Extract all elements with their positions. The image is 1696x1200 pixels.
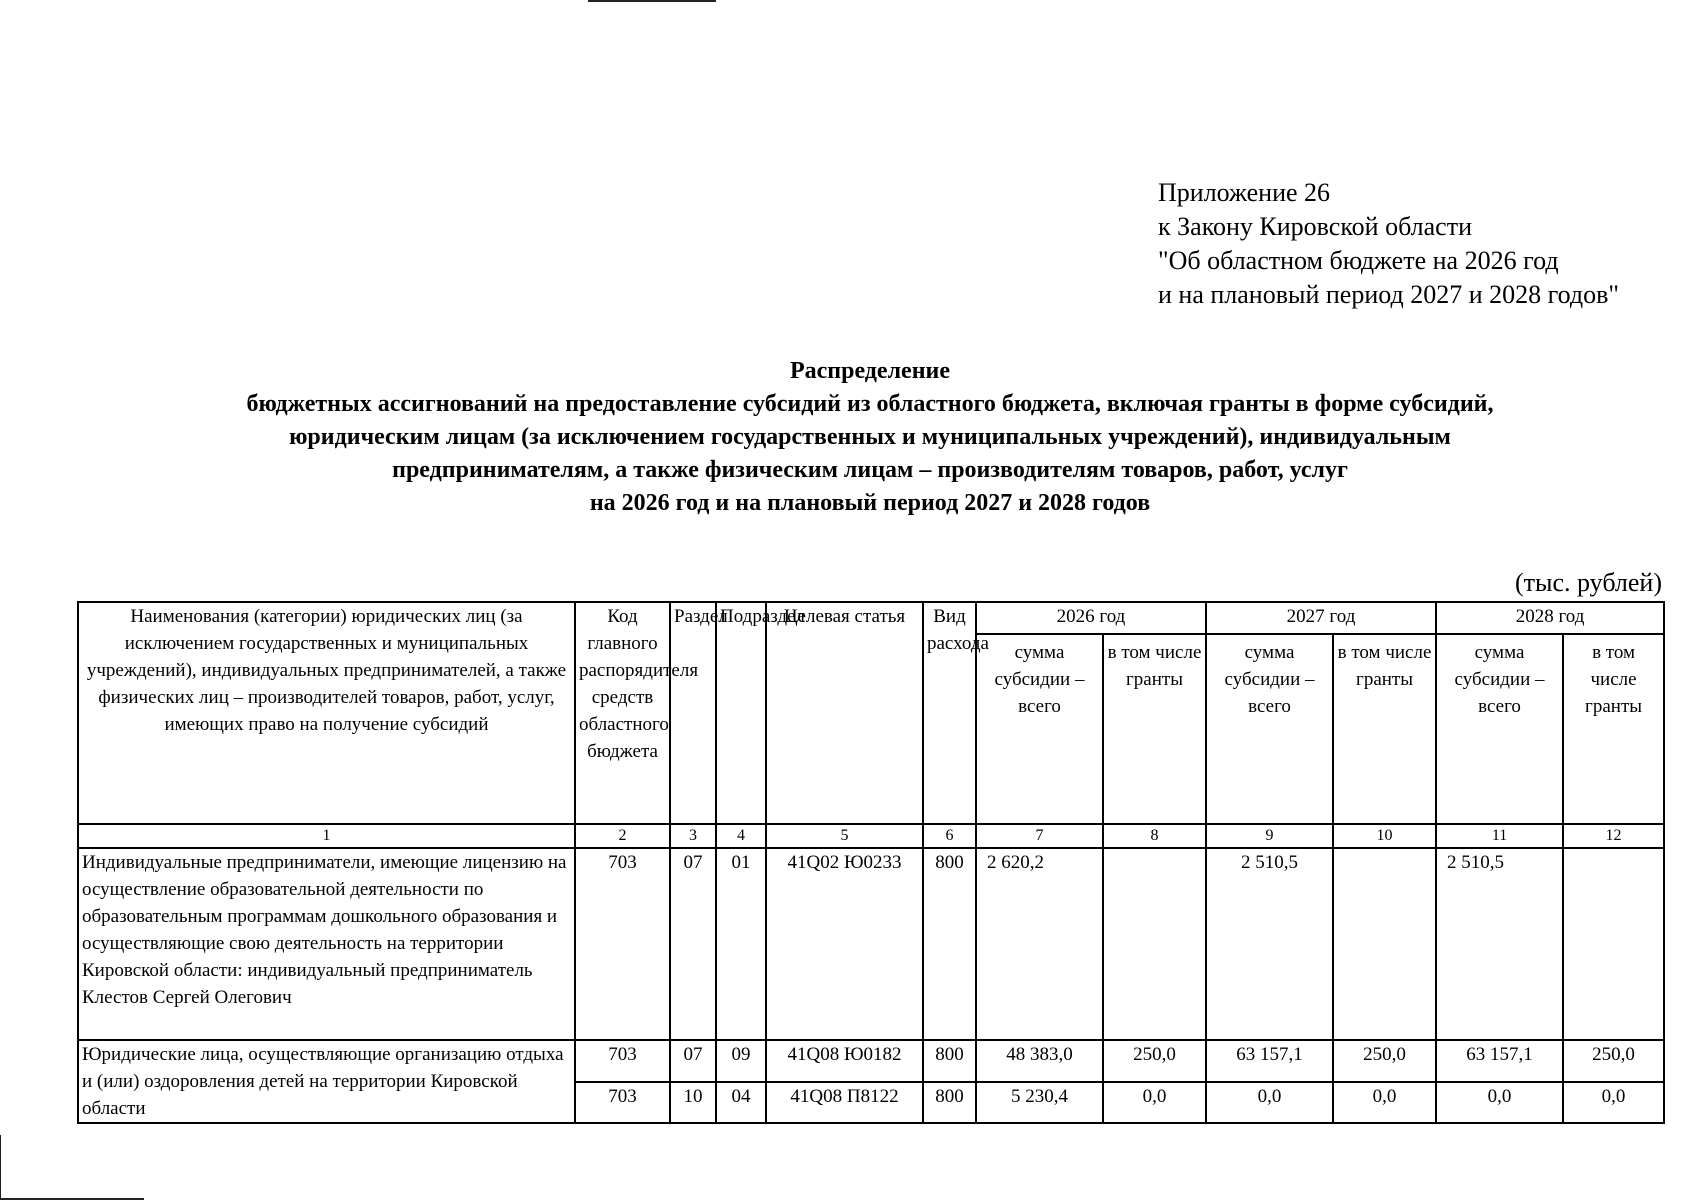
appendix-line: Приложение 26 bbox=[1158, 178, 1331, 207]
row-sum-2028: 2 510,5 bbox=[1436, 848, 1563, 1040]
document-title bbox=[0, 355, 1696, 520]
units-label: (тыс. рублей) bbox=[1514, 568, 1662, 597]
row-target: 41Q02 Ю0233 bbox=[766, 848, 923, 1040]
column-number: 7 bbox=[976, 824, 1103, 848]
column-number: 8 bbox=[1103, 824, 1206, 848]
header-grants-2027: в том числе гранты bbox=[1333, 634, 1436, 824]
column-number-row bbox=[78, 824, 1664, 848]
row-sum-2027: 0,0 bbox=[1206, 1082, 1333, 1124]
row-name: Индивидуальные предприниматели, имеющие лицензию на осуществление образовательной деятельности по образовательным программам дошкольного образования и осуществляющие свою деятельность на территории Кировской области: индивидуальный предприниматель Клестов Сергей Олегович bbox=[78, 848, 575, 1040]
header-section: Раздел bbox=[670, 602, 716, 824]
title-line: предпринимателям, а также физическим лицам – производителям товаров, работ, услуг bbox=[392, 457, 1348, 483]
title-line: Распределение bbox=[789, 358, 951, 384]
row-grants-2028 bbox=[1563, 848, 1664, 1040]
row-section: 07 bbox=[670, 848, 716, 1040]
row-grants-2026: 250,0 bbox=[1103, 1040, 1206, 1082]
row-subsection: 04 bbox=[716, 1082, 766, 1124]
column-number: 4 bbox=[716, 824, 766, 848]
table-row bbox=[78, 848, 1664, 1040]
appendix-line: "Об областном бюджете на 2026 год bbox=[1158, 246, 1559, 275]
column-number: 2 bbox=[575, 824, 670, 848]
header-grants-2028: в том числе гранты bbox=[1563, 634, 1664, 824]
row-subsection: 09 bbox=[716, 1040, 766, 1082]
row-code: 703 bbox=[575, 1082, 670, 1124]
header-year-2027: 2027 год bbox=[1206, 602, 1436, 634]
column-number: 3 bbox=[670, 824, 716, 848]
header-name: Наименования (категории) юридических лиц (за исключением государственных и муниципальных учреждений), индивидуальных предпринимателей, а также физических лиц – производителей товаров, работ, услуг, имеющих право на получение субсидий bbox=[78, 602, 575, 824]
row-sum-2026: 5 230,4 bbox=[976, 1082, 1103, 1124]
appendix-header bbox=[1158, 176, 1619, 312]
row-sum-2028: 0,0 bbox=[1436, 1082, 1563, 1124]
row-name: Юридические лица, осуществляющие организацию отдыха и (или) оздоровления детей на территории Кировской области bbox=[78, 1040, 575, 1123]
row-target: 41Q08 Ю0182 bbox=[766, 1040, 923, 1082]
header-sum-2027: сумма субсидии – всего bbox=[1206, 634, 1333, 824]
row-grants-2026: 0,0 bbox=[1103, 1082, 1206, 1124]
row-section: 10 bbox=[670, 1082, 716, 1124]
row-subsection: 01 bbox=[716, 848, 766, 1040]
column-number: 12 bbox=[1563, 824, 1664, 848]
column-number: 10 bbox=[1333, 824, 1436, 848]
row-sum-2027: 2 510,5 bbox=[1206, 848, 1333, 1040]
budget-table bbox=[77, 601, 1665, 1124]
row-sum-2026: 2 620,2 bbox=[976, 848, 1103, 1040]
row-code: 703 bbox=[575, 848, 670, 1040]
table-header-row bbox=[78, 602, 1664, 634]
header-grants-2026: в том числе гранты bbox=[1103, 634, 1206, 824]
appendix-line: к Закону Кировской области bbox=[1158, 212, 1472, 241]
header-subsection: Подраздел bbox=[716, 602, 766, 824]
column-number: 11 bbox=[1436, 824, 1563, 848]
header-code: Код главного распорядителя средств областного бюджета bbox=[575, 602, 670, 824]
row-sum-2027: 63 157,1 bbox=[1206, 1040, 1333, 1082]
table-row bbox=[78, 1040, 1664, 1082]
row-grants-2027: 0,0 bbox=[1333, 1082, 1436, 1124]
header-sum-2028: сумма субсидии – всего bbox=[1436, 634, 1563, 824]
row-grants-2026 bbox=[1103, 848, 1206, 1040]
column-number: 1 bbox=[78, 824, 575, 848]
row-grants-2027: 250,0 bbox=[1333, 1040, 1436, 1082]
scan-edge-mark bbox=[0, 1135, 1, 1200]
row-sum-2028: 63 157,1 bbox=[1436, 1040, 1563, 1082]
row-code: 703 bbox=[575, 1040, 670, 1082]
column-number: 9 bbox=[1206, 824, 1333, 848]
header-target: Целевая статья bbox=[766, 602, 923, 824]
row-grants-2027 bbox=[1333, 848, 1436, 1040]
row-sum-2026: 48 383,0 bbox=[976, 1040, 1103, 1082]
header-year-2028: 2028 год bbox=[1436, 602, 1664, 634]
row-section: 07 bbox=[670, 1040, 716, 1082]
row-target: 41Q08 П8122 bbox=[766, 1082, 923, 1124]
row-expense-type: 800 bbox=[923, 1082, 976, 1124]
scan-edge-mark bbox=[588, 0, 716, 2]
header-sum-2026: сумма субсидии – всего bbox=[976, 634, 1103, 824]
title-line: на 2026 год и на плановый период 2027 и 2028 годов bbox=[589, 490, 1151, 516]
column-number: 6 bbox=[923, 824, 976, 848]
row-grants-2028: 250,0 bbox=[1563, 1040, 1664, 1082]
title-line: бюджетных ассигнований на предоставление субсидий из областного бюджета, включая гранты в форме субсидий, bbox=[246, 391, 1494, 417]
title-line: юридическим лицам (за исключением государственных и муниципальных учреждений), индивидуальным bbox=[289, 424, 1451, 450]
appendix-line: и на плановый период 2027 и 2028 годов" bbox=[1158, 280, 1620, 309]
row-grants-2028: 0,0 bbox=[1563, 1082, 1664, 1124]
column-number: 5 bbox=[766, 824, 923, 848]
header-expense-type: Вид расхода bbox=[923, 602, 976, 824]
row-expense-type: 800 bbox=[923, 848, 976, 1040]
row-expense-type: 800 bbox=[923, 1040, 976, 1082]
header-year-2026: 2026 год bbox=[976, 602, 1206, 634]
